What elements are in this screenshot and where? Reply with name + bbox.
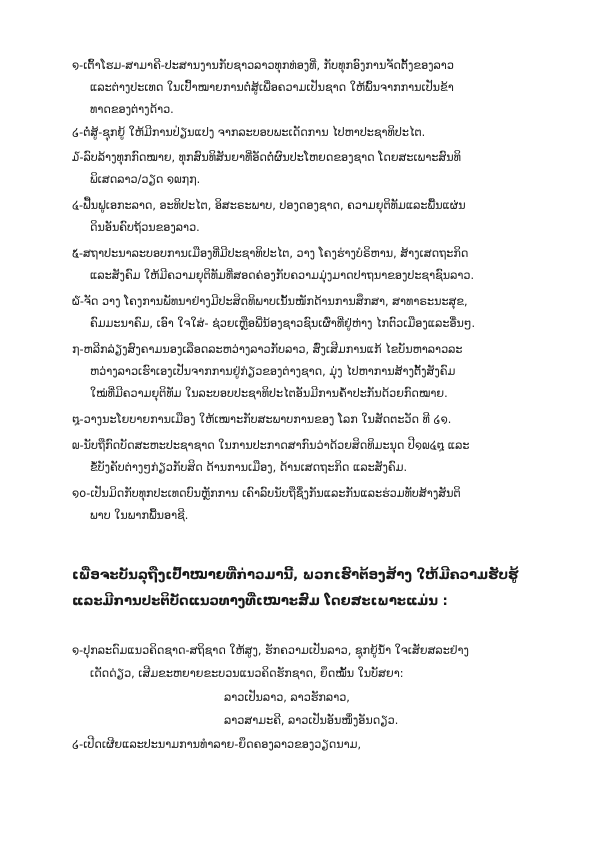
list-item-7-line-1: ໗-ຫລີກລ່ຽງສົງຄາມນອງເລືອດລະຫວ່າງລາວກັບລາວ, ສົ່ງເສີມການແກ້ ໄຂບັນຫາລາວລະ [72,343,463,356]
slogan-line-2: ລາວສາມະຄີ, ລາວເປັນອັນໜຶ່ງອັນດຽວ. [224,714,399,727]
list-item-8-line-1: ໘-ວາງນະໂຍບາຍການເມືອງ ໃຫ້ເໝາະກັບສະພາບການຂອງ ໂລກ ໃນສັດຕະວັດ ທີ ໒໑. [72,413,452,426]
list-item-5-line-2: ແລະສັງຄົມ ໃຫ້ມີຄວາມຍຸຕິທັມທີ່ສອດຄ່ອງກັບຄວາມມຸ່ງມາດປາຖນາຂອງປະຊາຊົນລາວ. [90,269,475,282]
intro-line-2: ແລະມີການປະຕິບັດແນວທາງທີ່ເໝາະສົມ ໂດຍສະເພາະແມ່ນ : [72,594,448,609]
action-item-1-line-1: ໑-ປຸກລະດົມແນວຄິດຊາດ-ສຖິຊາດ ໃຫ້ສູງ, ຮັກຄວາມເປັນລາວ, ຊຸກຍູ້ນ້ຳ ໃຈເສັຍສລະຢ່າງ [72,644,469,657]
action-item-2-line-1: ໒-ເປີດເຜີຍແລະປະນາມການທຳລາຍ-ຍຶດຄອງລາວຂອງວຽດນາມ, [72,738,362,751]
intro-line-1: ເພື່ອຈະບັນລຸຖືງເປົ້າໝາຍທີ່ກ່າວມານີ້, ພວກເຮົາຕ້ອງສ້າງ ໃຫ້ມີຄວາມຮັບຮູ້ [72,568,519,583]
list-item-1-line-1: ໑-ເຕົ້າໂຮມ-ສາມາຄີ-ປະສານງານກັບຊາວລາວທຸກທ່ອງທ່ີ, ກັບທຸກອົງການຈັດຕັ້ງຂອງລາວ [72,59,454,72]
list-item-2-line-1: ໒-ຕໍ່ສູ້-ຊຸກຍູ້ ໃຫ້ມີການປ່ຽນແປງ ຈາກລະບອບພະເດັດການ ໄປຫາປະຊາທິປະໄຕ. [72,126,426,139]
list-item-4-line-1: ໔-ຟື້ນຟູເອກະລາດ, ອະທິປະໄຕ, ອິສະຣະພາບ, ປອງດອງຊາດ, ຄວາມຍຸຕິທັມແລະພື້ນແຜ່ນ [72,199,466,212]
list-item-5-line-1: ໕-ສຖາປະນາລະບອບການເມືອງທີ່ມີປະຊາທິປະໄຕ, ວາງ ໂຄງຮ່າງບໍຣິຫານ, ສ້າງເສດຖະກິດ [72,247,469,260]
list-item-6-line-2: ຄົມມະນາຄົມ, ເອົາ ໃຈໃສ່- ຊ່ວຍເຫຼືອພີ່ນ້ອງຊາວຊົນເຜົ່າທີ່ຢູ່ຫ່າງ ໄກຕົວເມືອງແລະອື່ນໆ. [90,317,476,330]
list-item-9-line-2: ຂໍ້ບັງຄັບຕ່າງໆກ່ຽວກັບສິດ ດ້ານການເມືອງ, ດ້ານເສດຖະກິດ ແລະສັງຄົມ. [90,461,408,474]
list-item-10-line-1: ໑໐-ເປັນມິດກັບທຸກປະເທດບົນຫຼັກການ ເຄົາລົບນັບຖືຊຶ່ງກັນແລະກັນແລະຮ່ວມທັບສ້າງສັນຕິ [72,487,461,500]
list-item-3-line-2: ພິເສດລາວ/ວຽດ ໑໙໗໗. [90,173,201,186]
list-item-1-line-2: ແລະຕ່າງປະເທດ ໃນເປົ້າໝາຍການຕໍ່ສູ້ເພື່ອຄວາມເປັນຊາດ ໃຫ້ພົ້ນຈາກການເປັນຂ້າ [90,81,454,94]
list-item-7-line-2: ຫວ່າງລາວເຮົາເອງເປັນຈາກການຢູ່ກ່ຽວຂອງຕ່າງຊາດ, ມຸ່ງ ໄປຫາການສ້າງຕັ້ງສັງຄົມ [90,365,456,378]
list-item-10-line-2: ພາບ ໃນພາກພື້ນອາຊີ. [90,509,189,522]
list-item-4-line-2: ດິນອັນຄົບຖ້ວນຂອງລາວ. [90,221,200,234]
list-item-1-line-3: ທາດຂອງຕ່າງດ້າວ. [90,103,174,116]
list-item-7-line-3: ໃໝ່ທີ່ມີຄວາມຍຸຕິທັມ ໃນລະບອບປະຊາທິປະໄຕອັນມີການຄ້ຳປະກັນດ້ວຍກົດໝາຍ. [90,387,448,400]
list-item-6-line-1: ໖-ຈັດ ວາງ ໂຄງການພັທນາຢ່າງມີປະສິດທິພາບເນັ້ນໜັກດ້ານການສຶກສາ, ສາທາຣະນະສຸຂ, [72,295,468,308]
list-item-3-line-1: ໓-ລົບລ້າງທຸກກົດໝາຍ, ທຸກສົນທິສັນຍາທີ່ອັດຕໍ່ຜົນປະໂຫຍດຂອງຊາດ ໂດຍສະເພາະສົນທິ [72,151,462,164]
slogan-line-1: ລາວເປັນລາວ, ລາວຮັກລາວ, [224,691,350,704]
action-item-1-line-2: ເດັດດ່ຽວ, ເສີມຂະຫຍາຍຂະບວນແນວຄິດຮັກຊາດ, ຍຶດໝັ້ນ ໃນບັສຍາ: [90,667,404,680]
list-item-9-line-1: ໙-ນັບຖືກົດບັດສະຫະປະຊາຊາດ ໃນການປະກາດສາກົນວ່າດ້ວຍສິດທິມະນຸດ ປີ໑໙໔໘ ແລະ [72,439,470,452]
